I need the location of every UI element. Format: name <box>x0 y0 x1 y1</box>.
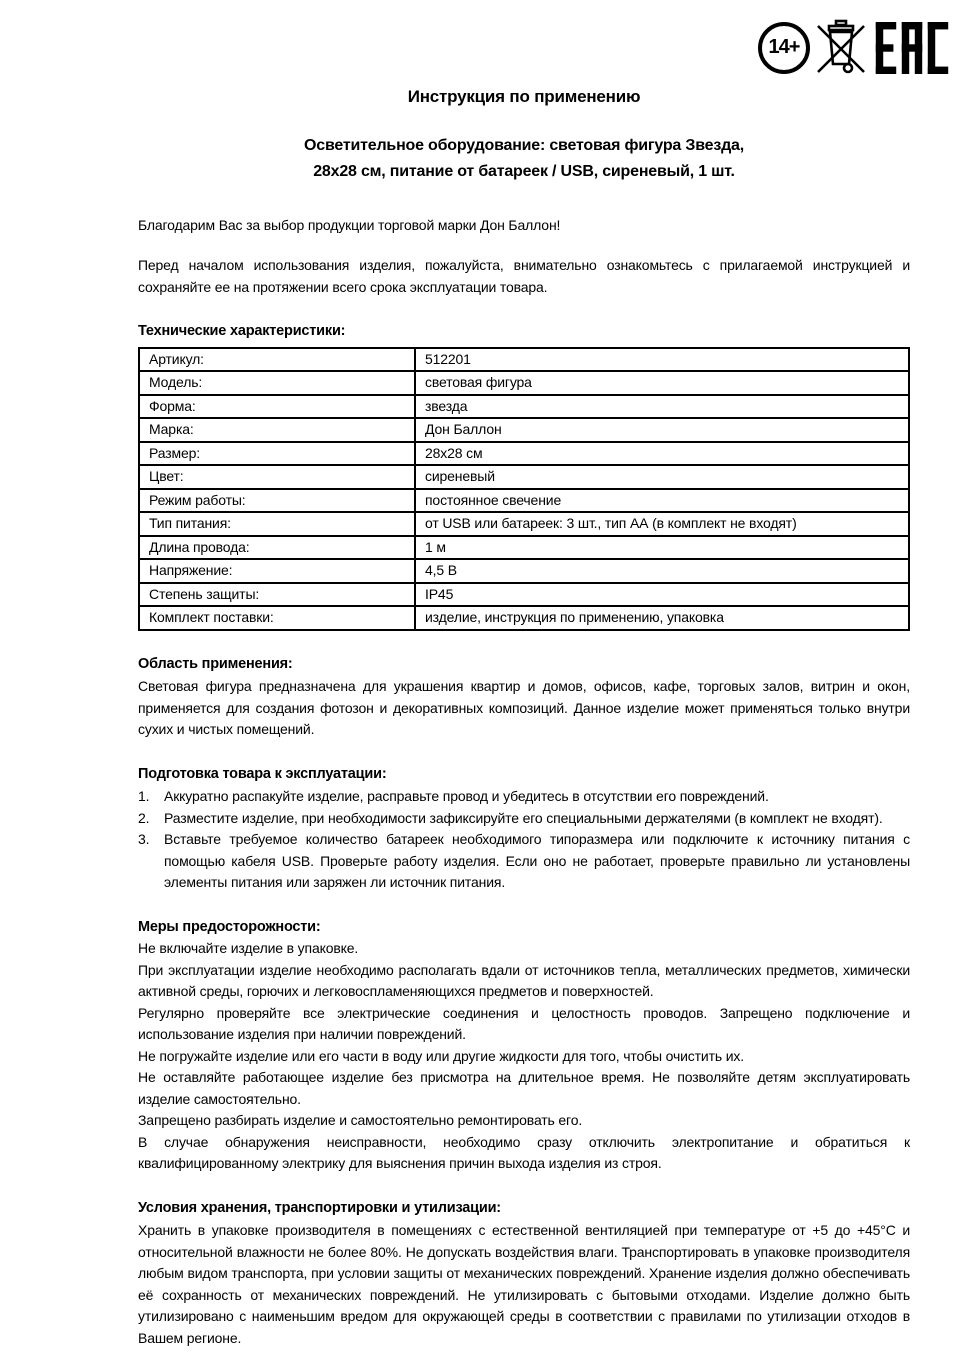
spec-label: Размер: <box>139 442 415 466</box>
precaution-paragraph: Не включайте изделие в упаковке. <box>138 940 359 956</box>
table-row <box>139 536 909 560</box>
table-row <box>139 371 909 395</box>
table-row <box>139 512 909 536</box>
spec-label: Степень защиты: <box>139 583 415 607</box>
spec-label: Цвет: <box>139 465 415 489</box>
application-body: Световая фигура предназначена для украшения квартир и домов, офисов, кафе, торговых залов, витрин и окон, применяется для создания фотозон и декоративных композиций. Данное изделие может применяться только внутри сухих и чистых помещений. <box>138 678 910 737</box>
table-row <box>139 559 909 583</box>
spec-value: 28х28 см <box>415 442 909 466</box>
precaution-paragraph: При эксплуатации изделие необходимо располагать вдали от источников тепла, металлических предметов, химически активной среды, горючих и легковоспламеняющихся предметов и поверхностей. <box>138 961 910 999</box>
preparation-list <box>138 786 910 894</box>
precaution-paragraph: Регулярно проверяйте все электрические соединения и целостность проводов. Запрещено подключение и использование изделия при наличии повреждений. <box>138 1004 910 1042</box>
spec-value: IP45 <box>415 583 909 607</box>
specs-heading: Технические характеристики: <box>138 323 346 339</box>
spec-value: от USB или батареек: 3 шт., тип АА (в комплект не входят) <box>415 512 909 536</box>
page-title: Инструкция по применению <box>407 87 641 106</box>
preparation-heading: Подготовка товара к эксплуатации: <box>138 765 387 782</box>
precaution-paragraph: Запрещено разбирать изделие и самостоятельно ремонтировать его. <box>138 1112 583 1128</box>
spec-value: звезда <box>415 395 909 419</box>
table-row <box>139 489 909 513</box>
spec-label: Модель: <box>139 371 415 395</box>
intro-thanks: Благодарим Вас за выбор продукции торговой марки Дон Баллон! <box>138 216 561 233</box>
precautions-heading: Меры предосторожности: <box>138 918 321 935</box>
age-restriction-label: 14+ <box>768 36 800 59</box>
product-subtitle <box>138 133 910 185</box>
list-item-number: 3. <box>138 831 150 847</box>
spec-value: 1 м <box>415 536 909 560</box>
spec-value: сиреневый <box>415 465 909 489</box>
spec-label: Форма: <box>139 395 415 419</box>
precaution-paragraph: Не погружайте изделие или его части в воду или другие жидкости для того, чтобы очистить их. <box>138 1047 744 1064</box>
spec-label: Марка: <box>139 418 415 442</box>
storage-heading: Условия хранения, транспортировки и утилизации: <box>138 1199 501 1216</box>
spec-value: изделие, инструкция по применению, упаковка <box>415 606 909 630</box>
storage-body: Хранить в упаковке производителя в помещениях с естественной вентиляцией при температуре от +5 до +45°С и относительной влажности не более 80%. Не допускать воздействия влаги. Транспортировать в упаковке производителя любым видом транспорта, при условии защиты от механических повреждений. Хранение изделия должно обеспечивать её сохранность от механических повреждений. Не утилизировать с бытовыми отходами. Изделие должно быть утилизировано с наименьшим вредом для окружающей среды в соответствии с правилами по утилизации отходов в Вашем регионе. <box>138 1222 910 1346</box>
spec-value: световая фигура <box>415 371 909 395</box>
table-row <box>139 418 909 442</box>
table-row <box>139 395 909 419</box>
intro-note: Перед началом использования изделия, пожалуйста, внимательно ознакомьтесь с прилагаемой инструкцией и сохраняйте ее на протяжении всего срока эксплуатации товара. <box>138 257 910 295</box>
spec-value: 512201 <box>415 348 909 372</box>
table-row <box>139 465 909 489</box>
spec-label: Комплект поставки: <box>139 606 415 630</box>
spec-label: Тип питания: <box>139 512 415 536</box>
spec-label: Артикул: <box>139 348 415 372</box>
list-item-number: 2. <box>138 809 150 826</box>
spec-label: Длина провода: <box>139 536 415 560</box>
precaution-paragraph: Не оставляйте работающее изделие без присмотра на длительное время. Не позволяйте детям эксплуатировать изделие самостоятельно. <box>138 1069 910 1107</box>
table-row <box>139 583 909 607</box>
table-row <box>139 442 909 466</box>
table-row <box>139 348 909 372</box>
spec-value: Дон Баллон <box>415 418 909 442</box>
list-item <box>138 829 910 894</box>
subtitle-line1: Осветительное оборудование: световая фигура Звезда, <box>304 136 744 154</box>
spec-value: постоянное свечение <box>415 489 909 513</box>
subtitle-line2: 28х28 см, питание от батареек / USB, сиреневый, 1 шт. <box>313 162 735 180</box>
list-item-text: Разместите изделие, при необходимости зафиксируйте его специальными держателями (в комплект не входят). <box>164 809 883 826</box>
list-item <box>138 808 910 830</box>
list-item <box>138 786 910 808</box>
list-item-number: 1. <box>138 788 150 804</box>
precaution-paragraph: В случае обнаружения неисправности, необходимо сразу отключить электропитание и обратиться к квалифицированному электрику для выяснения причин выхода изделия из строя. <box>138 1133 910 1171</box>
list-item-text: Вставьте требуемое количество батареек необходимого типоразмера или подключите к источнику питания с помощью кабеля USB. Проверьте работу изделия. Если оно не работает, проверьте правильно ли установлены элементы питания или заряжен ли источник питания. <box>164 831 910 890</box>
specs-table <box>138 347 910 631</box>
spec-label: Режим работы: <box>139 489 415 513</box>
application-heading: Область применения: <box>138 655 293 672</box>
table-row <box>139 606 909 630</box>
list-item-text: Аккуратно распакуйте изделие, расправьте провод и убедитесь в отсутствии его повреждений. <box>164 788 769 804</box>
spec-label: Напряжение: <box>139 559 415 583</box>
spec-value: 4,5 В <box>415 559 909 583</box>
document-content <box>138 0 910 1349</box>
